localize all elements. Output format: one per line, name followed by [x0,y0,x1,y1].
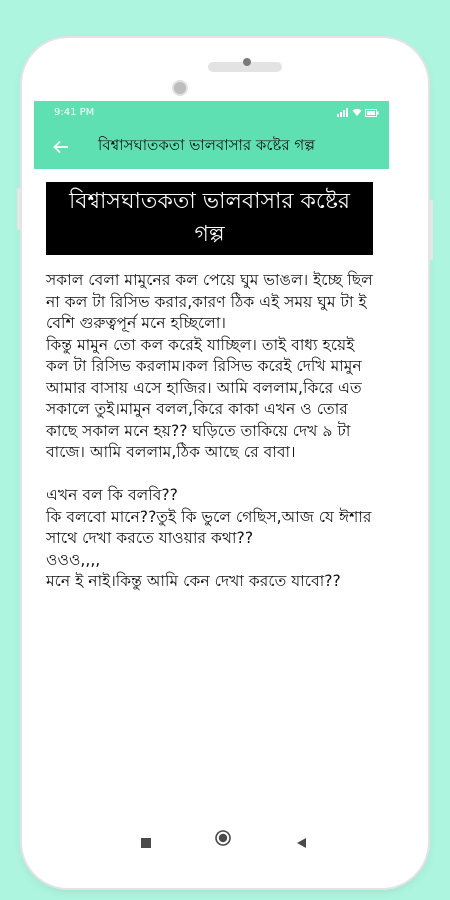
wifi-icon [352,108,362,117]
back-triangle-icon[interactable] [297,833,306,852]
proximity-sensor [243,58,251,66]
home-circle-icon[interactable] [215,830,231,850]
power-button [429,200,433,260]
app-bar-title: বিশ্বাসঘাতকতা ভালবাসার কষ্টের গল্প [98,136,315,154]
volume-button [17,188,21,230]
navigation-bar [34,800,389,880]
status-bar [34,101,389,124]
battery-icon [365,109,379,117]
signal-icon [337,108,349,117]
story-heading: বিশ্বাসঘাতকতা ভালবাসার কষ্টের গল্প [46,182,373,255]
app-screen [34,101,389,800]
status-icons [337,108,379,117]
arrow-back-icon[interactable] [50,136,72,158]
status-time: 9:41 PM [54,107,95,118]
front-camera [172,80,188,96]
app-bar [34,124,389,169]
story-body: সকাল বেলা মামুনের কল পেয়ে ঘুম ভাঙল। ইচ্ছে ছিল না কল টা রিসিভ করার,কারণ ঠিক এই সময় ঘুম টা ই বেশি গুরুত্বপূর্ন মনে হচ্ছিলো। কিন্তু মামুন তো কল করেই যাচ্ছিল। তাই বাধ্য হয়েই কল টা রিসিভ করলাম।কল রিসিভ করেই দেখি মামুন আমার বাসায় এসে হাজির। আমি বললাম,কিরে এত সকালে তুই।মামুন বলল,কিরে কাকা এখন ও তোর কাছে সকাল মনে হয়?? ঘড়িতে তাকিয়ে দেখ ৯ টা বাজে। আমি বললাম,ঠিক আছে রে বাবা। এখন বল কি বলবি?? কি বলবো মানে??তুই কি ভুলে গেছিস,আজ যে ঈশার সাথে দেখা করতে যাওয়ার কথা?? ওওও,,,, মনে ই নাই।কিন্তু আমি কেন দেখা করতে যাবো?? [46,271,373,590]
stop-square-icon[interactable] [141,833,151,852]
